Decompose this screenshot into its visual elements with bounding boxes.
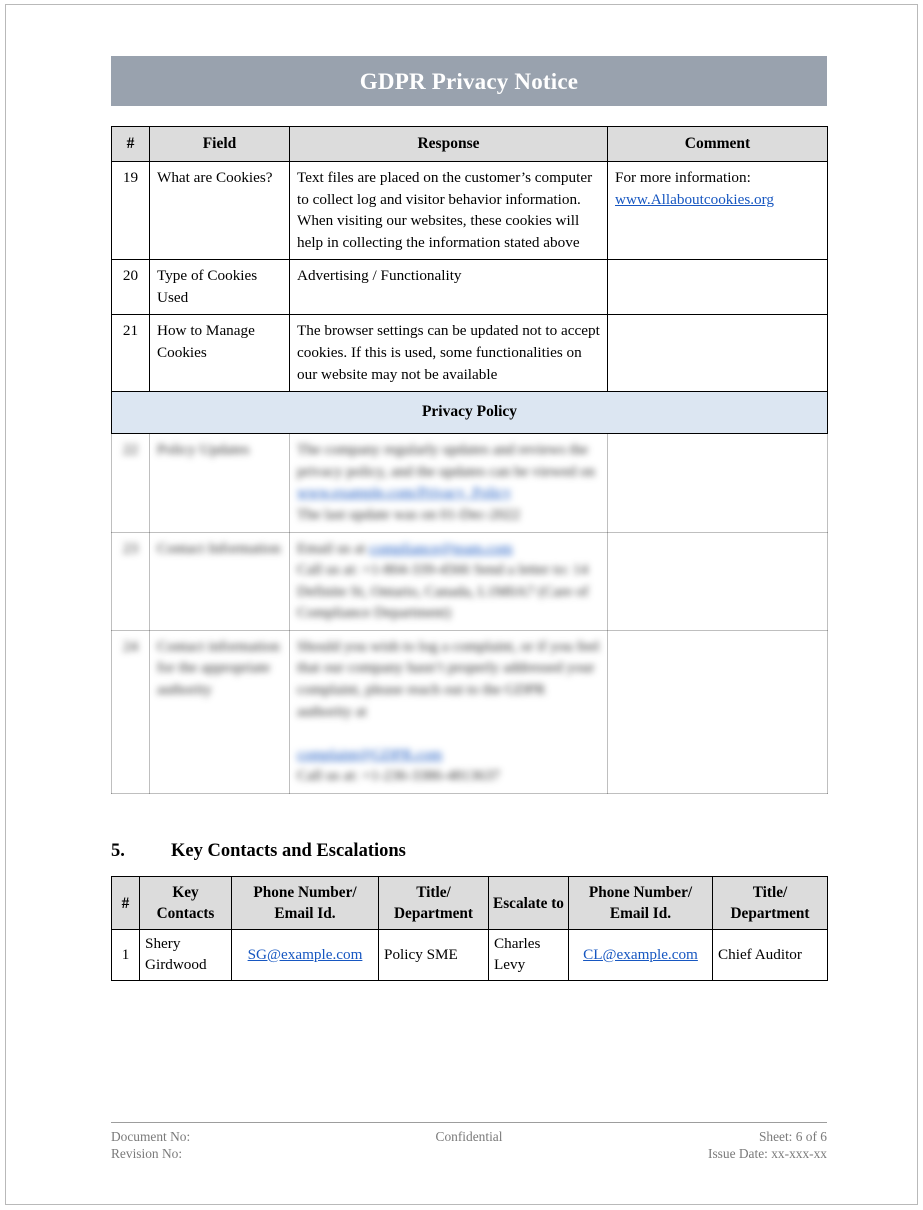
row-response: Advertising / Functionality: [290, 260, 608, 315]
response-tail: The last update was on 01-Dec-2022: [297, 505, 521, 523]
row-comment: [608, 630, 828, 793]
contacts-column-header-title-dept-2: Title/ Department: [713, 877, 828, 930]
row-comment: [608, 162, 828, 260]
table-row: [112, 315, 828, 392]
document-title-banner: [111, 56, 827, 106]
table-row-redacted: [112, 630, 828, 793]
response-tail: Call us at: +1-236-3386-4813637: [297, 767, 501, 785]
contacts-column-header-phone-email-2: Phone Number/ Email Id.: [569, 877, 713, 930]
column-header-response: Response: [290, 127, 608, 162]
row-response: Text files are placed on the customer’s computer to collect log and visitor behavior information. When visiting our websites, these cookies will help in collecting the information stated above: [290, 162, 608, 260]
response-tail: Call us at: +1-804-339-4566 Send a letter to: 14 Definite St, Ontario, Canada, L1M0A7 (Care of Compliance Department): [297, 561, 589, 622]
response-line-4: please reach out to the GDPR authority at: [297, 680, 546, 720]
section-5-heading: [111, 841, 827, 862]
contact-row-number: 1: [112, 930, 140, 981]
row-comment: [608, 315, 828, 392]
response-line-2: reviews the privacy policy, and the: [297, 441, 588, 480]
row-number: 24: [112, 630, 150, 793]
table-header-row: [112, 127, 828, 162]
contacts-column-header-escalate-to: Escalate to: [489, 877, 569, 930]
section-title: Key Contacts and Escalations: [171, 841, 406, 861]
row-comment: [608, 260, 828, 315]
comment-text: For more information:: [615, 169, 751, 186]
escalate-title: Chief Auditor: [713, 930, 828, 981]
column-header-field: Field: [150, 127, 290, 162]
response-line-1: The company regularly updates and: [297, 441, 515, 459]
contacts-header-row: [112, 877, 828, 930]
row-number: 22: [112, 434, 150, 532]
footer-issue-date: Issue Date: xx-xxx-xx: [708, 1146, 827, 1162]
response-line-3: properly addressed your complaint,: [297, 659, 595, 698]
key-contacts-table: [111, 876, 828, 981]
contacts-column-header-number: #: [112, 877, 140, 930]
gdpr-complaint-email-link[interactable]: complaint@GDPR.com: [297, 745, 443, 763]
page-title: GDPR Privacy Notice: [359, 68, 579, 94]
table-row: [112, 162, 828, 260]
row-number: 20: [112, 260, 150, 315]
privacy-policy-link[interactable]: www.example.com/Privacy_Policy: [297, 484, 512, 502]
row-response: [290, 532, 608, 630]
footer-document-no: Document No:: [111, 1129, 191, 1144]
response-line-1: Should you wish to log a complaint, or if: [297, 637, 547, 655]
row-number: 19: [112, 162, 150, 260]
escalate-email-link[interactable]: CL@example.com: [583, 945, 698, 963]
row-response: [290, 630, 608, 793]
escalate-to-name: Charles Levy: [489, 930, 569, 981]
gdpr-notice-table: [111, 126, 828, 794]
contact-email-link[interactable]: SG@example.com: [247, 945, 363, 963]
footer-revision-no: Revision No:: [111, 1146, 183, 1162]
column-header-number: #: [112, 127, 150, 162]
section-banner-label: Privacy Policy: [112, 392, 828, 434]
contacts-table-row: [112, 930, 828, 981]
row-field: How to Manage Cookies: [150, 315, 290, 392]
contact-name: Shery Girdwood: [140, 930, 232, 981]
row-response: [290, 434, 608, 532]
contacts-column-header-phone-email: Phone Number/ Email Id.: [232, 877, 379, 930]
contacts-column-header-title-dept: Title/ Department: [379, 877, 489, 930]
escalate-email-cell: [569, 930, 713, 981]
footer-sheet-number: Sheet: 6 of 6: [758, 1129, 827, 1144]
section-number: 5.: [111, 841, 125, 861]
table-row: [112, 260, 828, 315]
footer-confidential: Confidential: [435, 1129, 503, 1144]
table-row-redacted: [112, 434, 828, 532]
column-header-comment: Comment: [608, 127, 828, 162]
row-field: Contact Information: [150, 532, 290, 630]
table-row-redacted: [112, 532, 828, 630]
contact-email-cell: [232, 930, 379, 981]
row-comment: [608, 434, 828, 532]
row-field: What are Cookies?: [150, 162, 290, 260]
page-footer: [111, 1122, 827, 1163]
row-number: 21: [112, 315, 150, 392]
contacts-column-header-key-contacts: Key Contacts: [140, 877, 232, 930]
row-number: 23: [112, 532, 150, 630]
compliance-email-link[interactable]: compliance@team.com: [369, 539, 513, 557]
row-field: Type of Cookies Used: [150, 260, 290, 315]
row-field: Policy Updates: [150, 434, 290, 532]
privacy-policy-section-banner: [112, 392, 828, 434]
response-line-2: you feel that our company hasn’t: [297, 637, 600, 677]
row-field: Contact information for the appropriate authority: [150, 630, 290, 793]
row-response: The browser settings can be updated not to accept cookies. If this is used, some functionalities on our website may not be available: [290, 315, 608, 392]
allaboutcookies-link[interactable]: www.Allaboutcookies.org: [615, 190, 775, 208]
contact-title: Policy SME: [379, 930, 489, 981]
response-line-3: updates can be viewed on: [438, 462, 596, 480]
row-comment: [608, 532, 828, 630]
response-line-1: Email us at: [297, 539, 366, 557]
